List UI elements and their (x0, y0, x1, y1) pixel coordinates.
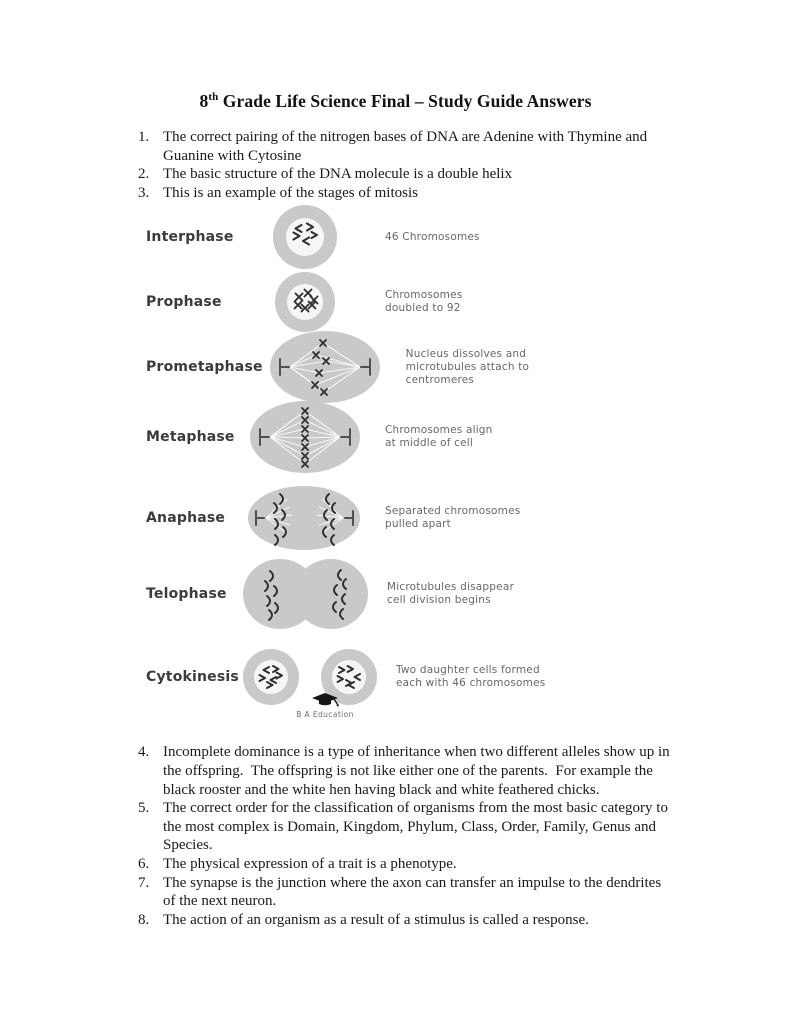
metaphase-cell-icon (249, 400, 361, 474)
question-number: 2. (138, 166, 150, 183)
cell-box (263, 330, 388, 404)
question-item-5 (138, 799, 678, 855)
stage-label: Prophase (146, 294, 222, 311)
graduation-cap-icon (308, 690, 342, 707)
question-text: The physical expression of a trait is a phenotype. (163, 855, 457, 872)
question-item-4 (138, 743, 678, 799)
desc-line: Chromosomes align (385, 424, 493, 437)
stage-description (385, 289, 462, 315)
anaphase-cell-icon (247, 485, 362, 551)
stage-description (396, 664, 545, 690)
mitosis-diagram (138, 204, 698, 743)
question-item-8 (138, 911, 678, 930)
questions-list-top (138, 128, 673, 202)
desc-line: Microtubules disappear (387, 581, 514, 594)
desc-line: pulled apart (385, 518, 451, 531)
telophase-cell-icon (242, 556, 369, 632)
question-text: This is an example of the stages of mitosis (163, 184, 418, 201)
desc-line: microtubules attach to (405, 360, 530, 373)
question-text: The correct pairing of the nitrogen bases of DNA are Adenine with Thymine and Guanine with Cytosine (163, 129, 651, 164)
desc-line: Separated chromosomes (385, 505, 521, 518)
cell-box (242, 400, 367, 474)
stage-label: Telophase (146, 586, 227, 603)
cell-box (242, 485, 367, 551)
desc-line: at middle of cell (385, 437, 474, 450)
desc-line: Chromosomes (385, 289, 463, 302)
stage-row-telophase (138, 556, 698, 632)
question-number: 7. (138, 874, 150, 891)
logo-text: B A Education (296, 710, 354, 720)
question-item-6 (138, 855, 678, 874)
stage-row-metaphase (138, 400, 698, 474)
question-item-3 (138, 184, 673, 203)
desc-line: cell division begins (387, 594, 491, 607)
stage-row-prometaphase (138, 330, 698, 404)
stage-label: Cytokinesis (146, 669, 239, 686)
desc-line: doubled to 92 (385, 302, 461, 315)
question-text: The correct order for the classification of organisms from the most basic category to the most complex is Domain, Kingdom, Phylum, Class, Order, Family, Genus and Species. (163, 800, 672, 854)
title-rest: Grade Life Science Final – Study Guide Answers (218, 91, 592, 111)
cell-box (242, 556, 369, 632)
desc-line: 46 Chromosomes (385, 230, 480, 243)
stage-row-cytokinesis (138, 648, 698, 706)
question-text: The basic structure of the DNA molecule is a double helix (163, 166, 513, 183)
prometaphase-cell-icon (269, 330, 381, 404)
question-number: 6. (138, 855, 150, 872)
questions-list-bottom (138, 743, 678, 929)
stage-label: Anaphase (146, 510, 226, 527)
question-text: The action of an organism as a result of a stimulus is called a response. (163, 911, 589, 928)
desc-line: Two daughter cells formed (396, 664, 540, 677)
desc-line: Nucleus dissolves and (405, 347, 527, 360)
desc-line: centromeres (405, 373, 475, 386)
stage-label: Interphase (146, 229, 234, 246)
question-number: 5. (138, 800, 150, 817)
stage-description (385, 505, 520, 531)
stage-row-anaphase (138, 485, 698, 551)
interphase-cell-icon (272, 204, 338, 270)
stage-label: Metaphase (146, 429, 235, 446)
stage-row-interphase (138, 204, 698, 270)
title-superscript: th (208, 91, 219, 104)
cell-box (242, 271, 367, 333)
prophase-cell-icon (274, 271, 336, 333)
question-number: 4. (138, 744, 150, 761)
question-number: 1. (138, 129, 150, 145)
stage-description (406, 348, 530, 387)
stage-description (387, 581, 514, 607)
ba-education-logo (270, 690, 380, 719)
stage-description (385, 231, 480, 244)
title-number: 8 (199, 91, 209, 111)
page-title (0, 0, 791, 112)
question-number: 8. (138, 911, 150, 928)
question-text: Incomplete dominance is a type of inheritance when two different alleles show up in the offspring. The offspring is not like either one of the parents. For example the black rooster and the white hen having black and white feathered chicks. (163, 744, 674, 798)
question-item-2 (138, 165, 673, 184)
question-item-1 (138, 128, 673, 165)
question-text: The synapse is the junction where the axon can transfer an impulse to the dendrites of the next neuron. (163, 874, 665, 910)
desc-line: each with 46 chromosomes (396, 677, 546, 690)
stage-label: Prometaphase (146, 359, 263, 376)
question-number: 3. (138, 184, 150, 201)
cell-box (242, 204, 367, 270)
stage-row-prophase (138, 271, 698, 333)
stage-description (385, 424, 493, 450)
question-item-7 (138, 874, 678, 911)
